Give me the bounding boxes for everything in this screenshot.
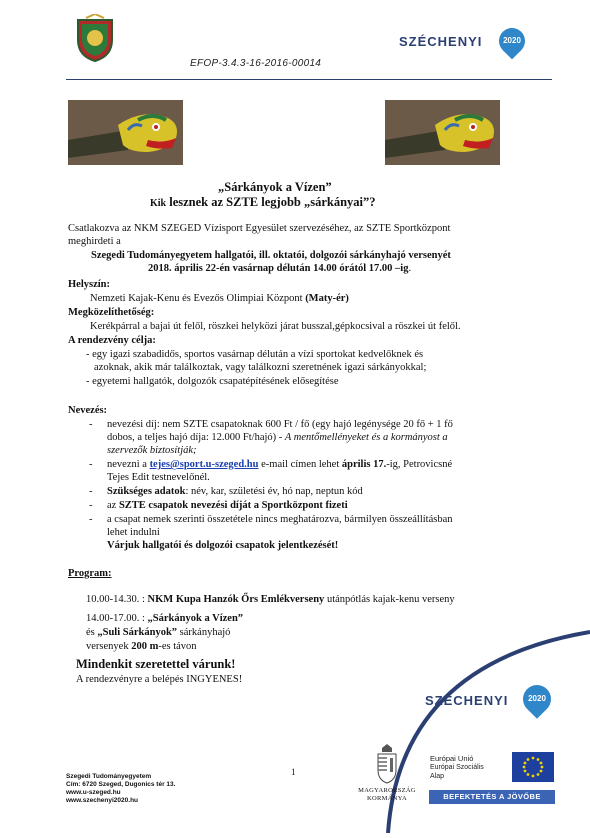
eu-flag-icon [512,752,554,782]
szechenyi-logo-top [399,28,529,58]
program-item-2-line-2: és „Suli Sárkányok” sárkányhajó [86,627,231,638]
entry-heading: Nevezés: [68,405,108,416]
entry-welcome: Várjuk hallgatói és dolgozói csapatok jelentkezését! [107,540,339,551]
entry-gender-line-2: lehet indulni [107,527,160,538]
goal-item: - egyetemi hallgatók, dolgozók csapatépítésének elősegítése [86,376,339,387]
footer-address: Cím: 6720 Szeged, Dugonics tér 13. [66,781,176,788]
program-heading: Program: [68,568,112,579]
entry-email-line-2: Tejes Edit testnevelőnél. [107,472,210,483]
intro-bold-2: 2018. április 22-én vasárnap délután 14.00 órától 17.00 –ig. [148,263,412,274]
entry-gender-line-1: a csapat nemek szerinti összetétele nincs meghatározva, bármilyen összeállításban [107,514,453,525]
szechenyi-logo-bottom [425,683,555,719]
footer-web-1[interactable]: www.u-szeged.hu [66,789,121,796]
location-heading: Helyszín: [68,279,110,290]
email-link[interactable]: tejes@sport.u-szeged.hu [149,459,259,470]
goal-item: - egy igazi szabadidős, sportos vasárnap délután a vízi sportokat kedvelőknek és [86,349,424,360]
bullet-dash: - [89,500,93,511]
program-item-2: 14.00-17.00. : „Sárkányok a Vízen” [86,613,244,624]
intro-line-1: Csatlakozva az NKM SZEGED Vízisport Egyesület szervezéséhez, az SZTE Sportközpont [68,223,451,234]
dragon-boat-image-right [385,100,500,165]
szechenyi-brand-text: SZÉCHENYI [425,693,509,708]
government-label: MAGYARORSZÁG KORMÁNYA [358,787,416,802]
footer-org: Szegedi Tudományegyetem [66,773,152,780]
program-item-1: 10.00-14.30. : NKM Kupa Hanzók Őrs Emlékverseny utánpótlás kajak-kenu verseny [86,594,455,605]
entry-fee-line-3: szervezők biztosítják; [107,445,197,456]
access-text: Kerékpárral a bajai út felől, röszkei helyközi járat busszal,gépkocsival a röszkei út felől. [90,321,461,332]
location-text: Nemzeti Kajak-Kenu és Evezős Olimpiai Központ (Maty-ér) [90,293,349,304]
university-crest-logo [74,14,116,62]
entry-email-line: nevezni a tejes@sport.u-szeged.hu e-mail címen lehet április 17.-ig, Petrovicsné [107,459,453,470]
access-heading: Megközelíthetőség: [68,307,155,318]
szechenyi-pin-icon: 2020 [494,23,531,60]
entry-fee-line-1: nevezési díj: nem SZTE csapatoknak 600 Ft / fő (egy hajó legénysége 20 fő + 1 fő [107,419,453,430]
entry-fee-line-2: dobos, a teljes hajó díja: 12.000 Ft/hajó) - A mentőmellényeket és a kormányost a [107,432,448,443]
szechenyi-pin-icon: 2020 [517,679,557,719]
bullet-dash: - [89,459,93,470]
footer-web-2[interactable]: www.szechenyi2020.hu [66,797,139,804]
bullet-dash: - [89,514,93,525]
goal-item: azoknak, akik már találkoztak, vagy találkozni szeretnének igazi sárkányokkal; [94,362,427,373]
project-code: EFOP-3.4.3-16-2016-00014 [190,58,322,69]
goal-heading: A rendezvény célja: [68,335,156,346]
event-subtitle: Kik lesznek az SZTE legjobb „sárkányai”? [150,195,376,209]
page-number: 1 [291,767,296,777]
bullet-dash: - [89,419,93,430]
dragon-boat-image-left [68,100,183,165]
intro-line-2: meghirdeti a [68,236,121,247]
entry-data-line: Szükséges adatok: név, kar, születési év, hó nap, neptun kód [107,486,363,497]
header-divider [66,79,552,80]
entry-fee-pay-line: az SZTE csapatok nevezési díját a Sportközpont fizeti [107,500,348,511]
bullet-dash: - [89,486,93,497]
closing-line-1: Mindenkit szeretettel várunk! [76,657,236,671]
program-item-2-line-3: versenyek 200 m-es távon [86,641,197,652]
closing-line-2: A rendezvényre a belépés INGYENES! [76,674,243,685]
event-title: „Sárkányok a Vízen” [218,180,332,194]
invest-banner: BEFEKTETÉS A JÖVŐBE [429,790,555,804]
eu-label: Európai Unió Európai Szociális Alap [430,754,484,780]
szechenyi-brand-text: SZÉCHENYI [399,34,483,49]
hungarian-coat-of-arms-icon [374,744,400,784]
intro-bold-1: Szegedi Tudományegyetem hallgatói, ill. oktatói, dolgozói sárkányhajó versenyét [91,250,451,261]
